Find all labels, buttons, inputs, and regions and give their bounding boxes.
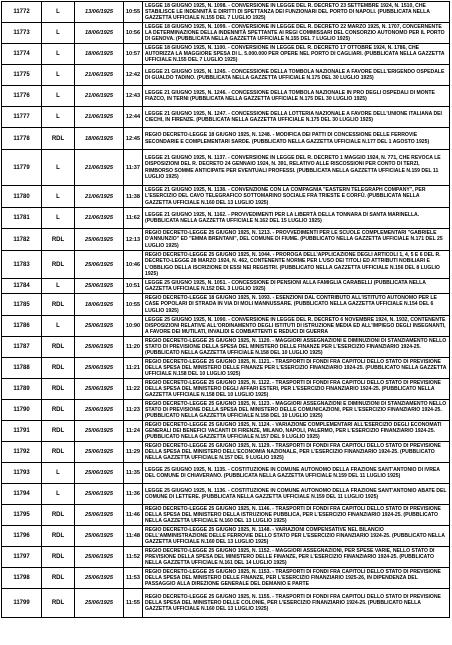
act-time: 11:22: [124, 379, 143, 400]
act-type: RDL: [42, 547, 75, 568]
act-date: 21/06/1925: [75, 186, 124, 208]
entry-number: 11799: [2, 589, 42, 618]
act-time: 11:35: [124, 463, 143, 484]
act-description: REGIO DECRETO-LEGGE 25 GIUGNO 1925, N. 1129. - TRASPORTI DI FONDI FRA CAPITOLI DELLO STATO DI PREVISIONE DELLA SPESA DEL MINISTERO DELL'ECONOMIA NAZIONALE, PER L'ESERCIZIO FINANZIARIO 1924-25. (PUBBLICATO NELLA GAZZETTA UFFICIALE N.157 DEL 9 LUGLIO 1925): [143, 442, 450, 463]
act-date: 21/06/1925: [75, 208, 124, 229]
act-time: 11:23: [124, 400, 143, 421]
entry-number: 11784: [2, 279, 42, 294]
act-date: 21/06/1925: [75, 65, 124, 86]
table-row: [2, 589, 450, 618]
act-type: L: [42, 107, 75, 128]
act-description: LEGGE 25 GIUGNO 1925, N. 1090. - CONVERSIONE IN LEGGE DEL R. DECRETO 6 NOVEMBRE 1924, N. 1932, CONTENENTE DISPOSIZIONI RELATIVE ALL'ORDINAMENTO DEGLI ISTITUTI DI ISTRUZIONE MEDIA ED ALL'IMPIEGO DEGLI INSEGNANTI, A FAVORE DEI MUTILATI, INVALIDI E COMBATTENTI E REDUCI DI GUERRA: [143, 316, 450, 337]
act-time: 11:36: [124, 484, 143, 505]
act-time: 12:42: [124, 65, 143, 86]
act-time: 10:55: [124, 294, 143, 316]
table-row: [2, 484, 450, 505]
act-time: 11:21: [124, 358, 143, 379]
table-row: [2, 208, 450, 229]
act-description: REGIO DECRETO-LEGGE 25 GIUGNO 1925, N. 1152. - MAGGIORI ASSEGNAZIONI, PER SPESE VARIE, NELLO STATO DI PREVISIONE DELLA SPESA DEL MINISTERO DELLE FINANZE, PER L'ESERCIZIO FINANZIARIO 1924-25. (PUBBLICATO NELLA GAZZETTA UFFICIALE N.161 DEL 14 LUGLIO 1925): [143, 547, 450, 568]
act-date: 13/06/1925: [75, 2, 124, 23]
act-time: 11:53: [124, 568, 143, 589]
table-row: [2, 316, 450, 337]
entry-number: 11792: [2, 442, 42, 463]
entry-number: 11785: [2, 294, 42, 316]
act-date: 18/06/1925: [75, 44, 124, 65]
act-time: 11:52: [124, 547, 143, 568]
act-description: LEGGE 25 GIUGNO 1925, N. 1136. - COSTITUZIONE IN COMUNE AUTONOMO DELLA FRAZIONE SANT'ANTONIO ABATE DEL COMUNE DI LETTERE. (PUBBLICATA NELLA GAZZETTA UFFICIALE N.159 DEL 11 LUGLIO 1925): [143, 484, 450, 505]
entry-number: 11788: [2, 358, 42, 379]
act-description: REGIO DECRETO-LEGGE 18 GIUGNO 1925, N. 1248. - MODIFICA DEI PATTI DI CONCESSIONE DELLE FERROVIE SECONDARIE E COMPLEMENTARI SARDE. (PUBBLICATO NELLA GAZZETTA UFFICIALE N.177 DEL 1 AGOSTO 1925): [143, 128, 450, 150]
act-description: LEGGE 25 GIUGNO 1925, N. 1135. - COSTITUZIONE IN COMUNE AUTONOMO DELLA FRAZIONE SANT'ANTONIO DI IVREA DEL COMUNE DI CHIAVERANO. (PUBBLICATA NELLA GAZZETTA UFFICIALE N.159 DEL 11 LUGLIO 1925): [143, 463, 450, 484]
entry-number: 11779: [2, 150, 42, 186]
act-type: RDL: [42, 379, 75, 400]
act-description: REGIO DECRETO-LEGGE 25 GIUGNO 1925, N. 1123. - MAGGIORI ASSEGNAZIONI E DIMINUZIONI DI STANZIAMENTO NELLO STATO DI PREVISIONE DELLA SPESA DEL MINISTERO DELLE COMUNICAZIONI, PER L'ESERCIZIO FINANZIARIO 1924-25. (PUBBLICATO NELLA GAZZETTA UFFICIALE N.158 DEL 10 LUGLIO 1925): [143, 400, 450, 421]
act-time: 11:24: [124, 421, 143, 442]
table-row: [2, 358, 450, 379]
act-description: REGIO DECRETO-LEGGE 25 GIUGNO 1925, N. 1121. - TRASPORTI DI FONDI FRA CAPITOLI DELLO STATO DI PREVISIONE DELLA SPESA DEL MINISTERO DELLE FINANZE PER L'ESERCIZIO FINANZIARIO 1924-25. (PUBBLICATO NELLA GAZZETTA UFFICIALE N.158 DEL 10 LUGLIO 1925): [143, 358, 450, 379]
entry-number: 11796: [2, 526, 42, 547]
act-type: RDL: [42, 337, 75, 358]
table-row: [2, 505, 450, 526]
act-description: LEGGE 21 GIUGNO 1925, N. 1245. - CONCESSIONE DELLA TOMBOLA NAZIONALE A FAVORE DELL'ERIGENDO OSPEDALE DI GUALDO TADINO. (PUBBLICATA NELLA GAZZETTA UFFICIALE N.175 DEL 30 LUGLIO 1925): [143, 65, 450, 86]
entry-number: 11798: [2, 568, 42, 589]
table-row: [2, 150, 450, 186]
act-type: L: [42, 2, 75, 23]
act-date: 25/06/1925: [75, 442, 124, 463]
table-row: [2, 23, 450, 44]
act-time: 10:46: [124, 251, 143, 279]
entry-number: 11789: [2, 379, 42, 400]
act-date: 25/06/1925: [75, 547, 124, 568]
act-time: 12:13: [124, 229, 143, 251]
act-type: RDL: [42, 294, 75, 316]
act-date: 25/06/1925: [75, 358, 124, 379]
act-type: L: [42, 316, 75, 337]
act-type: L: [42, 86, 75, 107]
act-type: RDL: [42, 442, 75, 463]
table-row: [2, 568, 450, 589]
entry-number: 11793: [2, 463, 42, 484]
table-row: [2, 251, 450, 279]
act-date: 25/06/1925: [75, 421, 124, 442]
act-time: 11:37: [124, 150, 143, 186]
act-description: LEGGE 21 GIUGNO 1925, N. 1137. - CONVERSIONE IN LEGGE DEL R. DECRETO 1 MAGGIO 1924, N. 771, CHE REVOCA LE DISPOSIZIONI DEL R. DECRETO 24 GENNAIO 1924, N. 391, RELATIVO ALLE RISCOSSIONI PER CONTO DI TERZI, RIMBORSO SOMME ANTICIPATE PER EVENTUALI PROFESSI. (PUBBLICATA NELLA GAZZETTA UFFICIALE N.159 DEL 11 LUGLIO 1925): [143, 150, 450, 186]
act-time: 11:20: [124, 337, 143, 358]
act-time: 12:43: [124, 86, 143, 107]
entry-number: 11775: [2, 65, 42, 86]
table-row: [2, 547, 450, 568]
act-time: 11:55: [124, 589, 143, 618]
table-row: [2, 279, 450, 294]
table-row: [2, 442, 450, 463]
act-type: RDL: [42, 251, 75, 279]
act-type: RDL: [42, 229, 75, 251]
act-time: 10:56: [124, 23, 143, 44]
act-time: 12:45: [124, 128, 143, 150]
act-time: 10:51: [124, 279, 143, 294]
entry-number: 11794: [2, 484, 42, 505]
act-type: RDL: [42, 358, 75, 379]
legislation-register-table: [1, 1, 450, 618]
act-date: 25/06/1925: [75, 337, 124, 358]
entry-number: 11781: [2, 208, 42, 229]
entry-number: 11795: [2, 505, 42, 526]
act-type: L: [42, 23, 75, 44]
act-date: 25/06/1925: [75, 568, 124, 589]
act-description: REGIO DECRETO-LEGGE 25 GIUGNO 1925, N. 1044. - PROROGA DELL'APPLICAZIONE DEGLI ARTICOLI 1, 4, 5 E 6 DEL R. DECRETO-LEGGE 28 MARZO 1924, N. 462, CONTENENTE NORME PER L'USO DEI TITOLI ED ATTRIBUTI NOBILIARI E L'OBBLIGO DELLA ISCRIZIONE DI ESSI NEI REGISTRI. (PUBBLICATO NELLA GAZZETTA UFFICIALE N.156 DEL 8 LUGLIO 1925): [143, 251, 450, 279]
act-description: LEGGE 18 GIUGNO 1925, N. 1099. - CONVERSIONE IN LEGGE DEL R. DECRETO 22 MARZO 1925, N. 1707, CONCERNENTE LA DETERMINAZIONE DELLA INDENNITÀ SPETTANTE AI REGI COMMISSARI DEL CONSORZIO AUTONOMO PER IL PORTO DI GENOVA. (PUBBLICATA NELLA GAZZETTA UFFICIALE N.155 DEL 7 LUGLIO 1925): [143, 23, 450, 44]
act-type: RDL: [42, 589, 75, 618]
act-description: LEGGE 18 GIUGNO 1925, N. 1098. - CONVERSIONE IN LEGGE DEL R. DECRETO 23 SETTEMBRE 1924, N. 1510, CHE STABILISCE LE INDENNITÀ E DIRITTI DI SPETTANZA DEI FUNZIONARI DEL PORTO DI NAPOLI. (PUBBLICATA NELLA GAZZETTA UFFICIALE N.155 DEL 7 LUGLIO 1925): [143, 2, 450, 23]
act-type: L: [42, 65, 75, 86]
act-date: 25/06/1925: [75, 316, 124, 337]
act-type: L: [42, 279, 75, 294]
entry-number: 11783: [2, 251, 42, 279]
act-description: REGIO DECRETO-LEGGE 25 GIUGNO 1925, N. 1213. - PROVVEDIMENTI PER LE SCUOLE COMPLEMENTARI "GABRIELE D'ANNUNZIO" ED "EMMA BRENTANI", DEL COMUNE DI FIUME. (PUBBLICATO NELLA GAZZETTA UFFICIALE N.171 DEL 25 LUGLIO 1925): [143, 229, 450, 251]
entry-number: 11790: [2, 400, 42, 421]
act-date: 25/06/1925: [75, 463, 124, 484]
act-date: 18/06/1925: [75, 294, 124, 316]
table-row: [2, 229, 450, 251]
table-row: [2, 294, 450, 316]
act-type: RDL: [42, 421, 75, 442]
act-time: 10:90: [124, 316, 143, 337]
act-type: RDL: [42, 505, 75, 526]
entry-number: 11782: [2, 229, 42, 251]
entry-number: 11786: [2, 316, 42, 337]
table-row: [2, 128, 450, 150]
act-time: 11:38: [124, 186, 143, 208]
act-description: LEGGE 21 GIUGNO 1925, N. 1246. - CONCESSIONE DELLA TOMBOLA NAZIONALE IN PRO DEGLI OSPEDALI DI MONTE FIAZCO, IN TERNI (PUBBLICATA NELLA GAZZETTA UFFICIALE N.175 DEL 30 LUGLIO 1925): [143, 86, 450, 107]
act-description: REGIO DECRETO-LEGGE 25 GIUGNO 1925, N. 1124. - VARIAZIONE COMPLEMENTARI ALL'ESERCIZIO DEGLI ECONOMATI GENERALI DEI BENEFICI VACANTI DI FIRENZE, MILANO, NAPOLI, PALERMO, PER L'ESERCIZIO FINANZIARIO 1924-25. (PUBBLICATO NELLA GAZZETTA UFFICIALE N.157 DEL 9 LUGLIO 1925): [143, 421, 450, 442]
table-row: [2, 337, 450, 358]
entry-number: 11791: [2, 421, 42, 442]
act-description: LEGGE 21 GIUGNO 1925, N. 1162. - PROVVEDIMENTI PER LA LIBERTÀ DELLA TONNARA DI SANTA MARINELLA. (PUBBLICATA NELLA GAZZETTA UFFICIALE N.162 DEL 15 LUGLIO 1925): [143, 208, 450, 229]
act-time: 11:46: [124, 505, 143, 526]
entry-number: 11773: [2, 23, 42, 44]
act-type: L: [42, 463, 75, 484]
act-time: 10:55: [124, 2, 143, 23]
table-row: [2, 2, 450, 23]
act-description: REGIO DECRETO-LEGGE 25 GIUGNO 1925, N. 1146. - TRASPORTI DI FONDI FRA CAPITOLI DELLO STATO DI PREVISIONE DELLA SPESA DEL MINISTERO DELLA ISTRUZIONE PUBBLICA, PER L'ESERCIZIO FINANZIARIO 1924-25. (PUBBLICATO NELLA GAZZETTA UFFICIALE N.160 DEL 13 LUGLIO 1925): [143, 505, 450, 526]
entry-number: 11774: [2, 44, 42, 65]
act-date: 25/06/1925: [75, 251, 124, 279]
act-date: 25/06/1925: [75, 279, 124, 294]
act-description: REGIO DECRETO-LEGGE 25 GIUGNO 1925, N. 1120. - MAGGIORI ASSEGNAZIONI E DIMINUZIONI DI STANZIAMENTO NELLO STATO DI PREVISIONE DELLA SPESA DEL MINISTERO DELLE FINANZE PER L'ESERCIZIO FINANZIARIO 1924-25. (PUBBLICATO NELLA GAZZETTA UFFICIALE N.158 DEL 10 LUGLIO 1925): [143, 337, 450, 358]
act-type: RDL: [42, 128, 75, 150]
act-type: L: [42, 484, 75, 505]
act-description: REGIO DECRETO-LEGGE 25 GIUGNO 1925, N. 1155. - TRASPORTI DI FONDI FRA CAPITOLI DELLO STATO DI PREVISIONE DELLA SPESA DEL MINISTERO DELLE COLONIE, PER L'ESERCIZIO FINANZIARIO 1924-25. (PUBBLICATO NELLA GAZZETTA UFFICIALE N.160 DEL 13 LUGLIO 1925): [143, 589, 450, 618]
entry-number: 11778: [2, 128, 42, 150]
act-date: 25/06/1925: [75, 505, 124, 526]
act-type: RDL: [42, 526, 75, 547]
act-date: 25/06/1925: [75, 229, 124, 251]
act-date: 21/06/1925: [75, 150, 124, 186]
table-row: [2, 107, 450, 128]
act-time: 11:48: [124, 526, 143, 547]
act-time: 11:62: [124, 208, 143, 229]
table-row: [2, 421, 450, 442]
act-type: RDL: [42, 400, 75, 421]
table-row: [2, 44, 450, 65]
table-row: [2, 65, 450, 86]
act-type: L: [42, 44, 75, 65]
entry-number: 11780: [2, 186, 42, 208]
act-date: 25/06/1925: [75, 589, 124, 618]
act-type: RDL: [42, 568, 75, 589]
table-row: [2, 86, 450, 107]
act-date: 25/06/1925: [75, 526, 124, 547]
act-description: LEGGE 25 GIUGNO 1925, N. 1051. - CONCESSIONE DI PENSIONI ALLA FAMIGLIA CARABELLI (PUBBLICATA NELLA GAZZETTA UFFICIALE N.152 DEL 3 LUGLIO 1925): [143, 279, 450, 294]
table-row: [2, 526, 450, 547]
entry-number: 11787: [2, 337, 42, 358]
act-description: REGIO DECRETO-LEGGE 25 GIUGNO 1925, N. 1153. - TRASPORTI DI FONDI FRA CAPITOLI DELLO STATO DI PREVISIONE DELLA SPESA DEL MINISTERO DELLE FINANZE, PER L'ESERCIZIO FINANZIARIO 1925-26, IN DIPENDENZA DEL PASSAGGIO ALLA DIREZIONE GENERALE DEL DEMANIO E PARTE: [143, 568, 450, 589]
entry-number: 11797: [2, 547, 42, 568]
act-date: 25/06/1925: [75, 379, 124, 400]
table-row: [2, 463, 450, 484]
act-description: LEGGE 21 GIUGNO 1925, N. 1138. - CONVENZIONE CON LA COMPAGNIA "EASTERN TELEGRAPH COMPANY", PER L'ESERCIZIO DEL CAVO TELEGRAFICO SOTTOMARINO SOCIALE FRA TRIESTE E CORFÙ. (PUBBLICATA NELLA GAZZETTA UFFICIALE N.160 DEL 13 LUGLIO 1925): [143, 186, 450, 208]
act-date: 18/06/1925: [75, 128, 124, 150]
act-description: REGIO DECRETO-LEGGE 25 GIUGNO 1925, N. 1148. - VARIAZIONI COMPENSATIVE NEL BILANCIO DELL'AMMINISTRAZIONE DELLE FERROVIE DELLO STATO PER L'ESERCIZIO FINANZIARIO 1924-25. (PUBBLICATO NELLA GAZZETTA UFFICIALE N.160 DEL 13 LUGLIO 1925): [143, 526, 450, 547]
act-type: L: [42, 150, 75, 186]
entry-number: 11777: [2, 107, 42, 128]
act-time: 11:29: [124, 442, 143, 463]
act-date: 25/06/1925: [75, 400, 124, 421]
act-date: 18/06/1925: [75, 23, 124, 44]
table-row: [2, 186, 450, 208]
act-description: LEGGE 21 GIUGNO 1925, N. 1247. - CONCESSIONE DELLA LOTTERIA NAZIONALE A FAVORE DELL'UNIONE ITALIANA DEI CIECHI, IN FIRENZE. (PUBBLICATA NELLA GAZZETTA UFFICIALE N.175 DEL 30 LUGLIO 1925): [143, 107, 450, 128]
act-time: 12:44: [124, 107, 143, 128]
table-row: [2, 400, 450, 421]
entry-number: 11772: [2, 2, 42, 23]
act-type: L: [42, 208, 75, 229]
act-type: L: [42, 186, 75, 208]
act-date: 21/06/1925: [75, 107, 124, 128]
table-row: [2, 379, 450, 400]
act-date: 25/06/1925: [75, 484, 124, 505]
entry-number: 11776: [2, 86, 42, 107]
act-description: REGIO DECRETO-LEGGE 18 GIUGNO 1925, N. 1093. - ESENZIONI DAL CONTRIBUTO ALL'ISTITUTO AUTONOMO PER LE CASE POPOLARI DI STRADA IN VIA DI MOLI MANNUSSARE. (PUBBLICATO NELLA GAZZETTA UFFICIALE N.154 DEL 6 LUGLIO 1925): [143, 294, 450, 316]
act-description: LEGGE 18 GIUGNO 1925, N. 1100. - CONVERSIONE IN LEGGE DEL R. DECRETO 17 OTTOBRE 1924, N. 1786, CHE AUTORIZZA LA MAGGIORE SPESA DI L. 5.000.000 PER OPERE NEL PORTO DI CAGLIARI. (PUBBLICATA NELLA GAZZETTA UFFICIALE N.155 DEL 7 LUGLIO 1925): [143, 44, 450, 65]
act-description: REGIO DECRETO-LEGGE 25 GIUGNO 1925, N. 1122. - TRASPORTI DI FONDI FRA CAPITOLI DELLO STATO DI PREVISIONE DELLA SPESA DEL MINISTERO DEGLI AFFARI ESTERI, PER L'ESERCIZIO FINANZIARIO 1924-25. (PUBBLICATO NELLA GAZZETTA UFFICIALE N.158 DEL 10 LUGLIO 1925): [143, 379, 450, 400]
act-time: 10:57: [124, 44, 143, 65]
act-date: 21/06/1925: [75, 86, 124, 107]
register-body: [2, 2, 450, 618]
